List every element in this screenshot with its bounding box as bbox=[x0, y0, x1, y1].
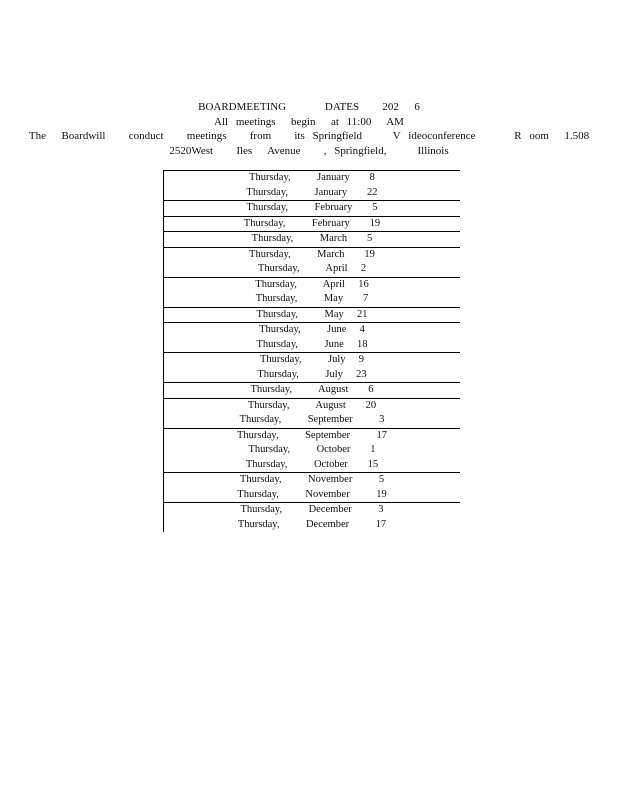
meeting-date: Thursday, December 3 bbox=[240, 504, 384, 515]
meeting-date: Thursday, July 9 bbox=[259, 354, 365, 365]
meeting-date: Thursday, April 2 bbox=[257, 263, 367, 274]
meeting-date: Thursday, January 22 bbox=[246, 186, 378, 198]
date-group bbox=[164, 323, 460, 353]
meeting-date: Thursday, March 5 bbox=[251, 233, 373, 244]
meeting-date: Thursday, December 17 bbox=[237, 518, 387, 530]
date-group bbox=[164, 171, 460, 201]
date-group bbox=[164, 429, 460, 474]
meeting-date: Thursday, June 4 bbox=[259, 324, 365, 335]
date-group bbox=[164, 278, 460, 308]
meeting-header bbox=[0, 100, 618, 158]
meeting-dates-table bbox=[163, 170, 460, 532]
date-group bbox=[164, 503, 460, 532]
meeting-date: Thursday, September 17 bbox=[236, 429, 387, 441]
meeting-date: Thursday, May 21 bbox=[256, 308, 368, 320]
meeting-location-note: The Boardwill conduct meetings from its Springfield V ideoconference R oom 1.508 bbox=[28, 130, 590, 142]
document-title: BOARDMEETING DATES 202 6 bbox=[198, 101, 420, 113]
meeting-date: Thursday, November 5 bbox=[239, 474, 385, 485]
meeting-date: Thursday, March 19 bbox=[249, 248, 375, 260]
meeting-date: Thursday, February 19 bbox=[243, 217, 381, 229]
meeting-date: Thursday, February 5 bbox=[246, 202, 378, 213]
meeting-date: Thursday, November 19 bbox=[237, 488, 387, 500]
meeting-date: Thursday, August 20 bbox=[247, 399, 377, 411]
meeting-date: Thursday, January 8 bbox=[249, 172, 375, 183]
meeting-date: Thursday, July 23 bbox=[257, 368, 367, 380]
meeting-date: Thursday, October 1 bbox=[248, 444, 376, 455]
date-group bbox=[164, 232, 460, 248]
meeting-date: Thursday, August 6 bbox=[250, 384, 374, 395]
date-group bbox=[164, 383, 460, 399]
meeting-date: Thursday, June 18 bbox=[256, 338, 368, 350]
date-group bbox=[164, 353, 460, 383]
date-group bbox=[164, 308, 460, 324]
meeting-date: Thursday, October 15 bbox=[245, 458, 379, 470]
meeting-time-note: All meetings begin at 11:00 AM bbox=[214, 115, 404, 128]
meeting-date: Thursday, September 3 bbox=[239, 414, 385, 425]
date-group bbox=[164, 399, 460, 429]
date-group bbox=[164, 248, 460, 278]
meeting-date: Thursday, April 16 bbox=[255, 278, 369, 290]
date-group bbox=[164, 201, 460, 217]
meeting-date: Thursday, May 7 bbox=[255, 293, 369, 304]
date-group bbox=[164, 473, 460, 503]
date-group bbox=[164, 217, 460, 233]
meeting-address: 2520West Iles Avenue , Springfield, Illinois bbox=[169, 144, 449, 157]
